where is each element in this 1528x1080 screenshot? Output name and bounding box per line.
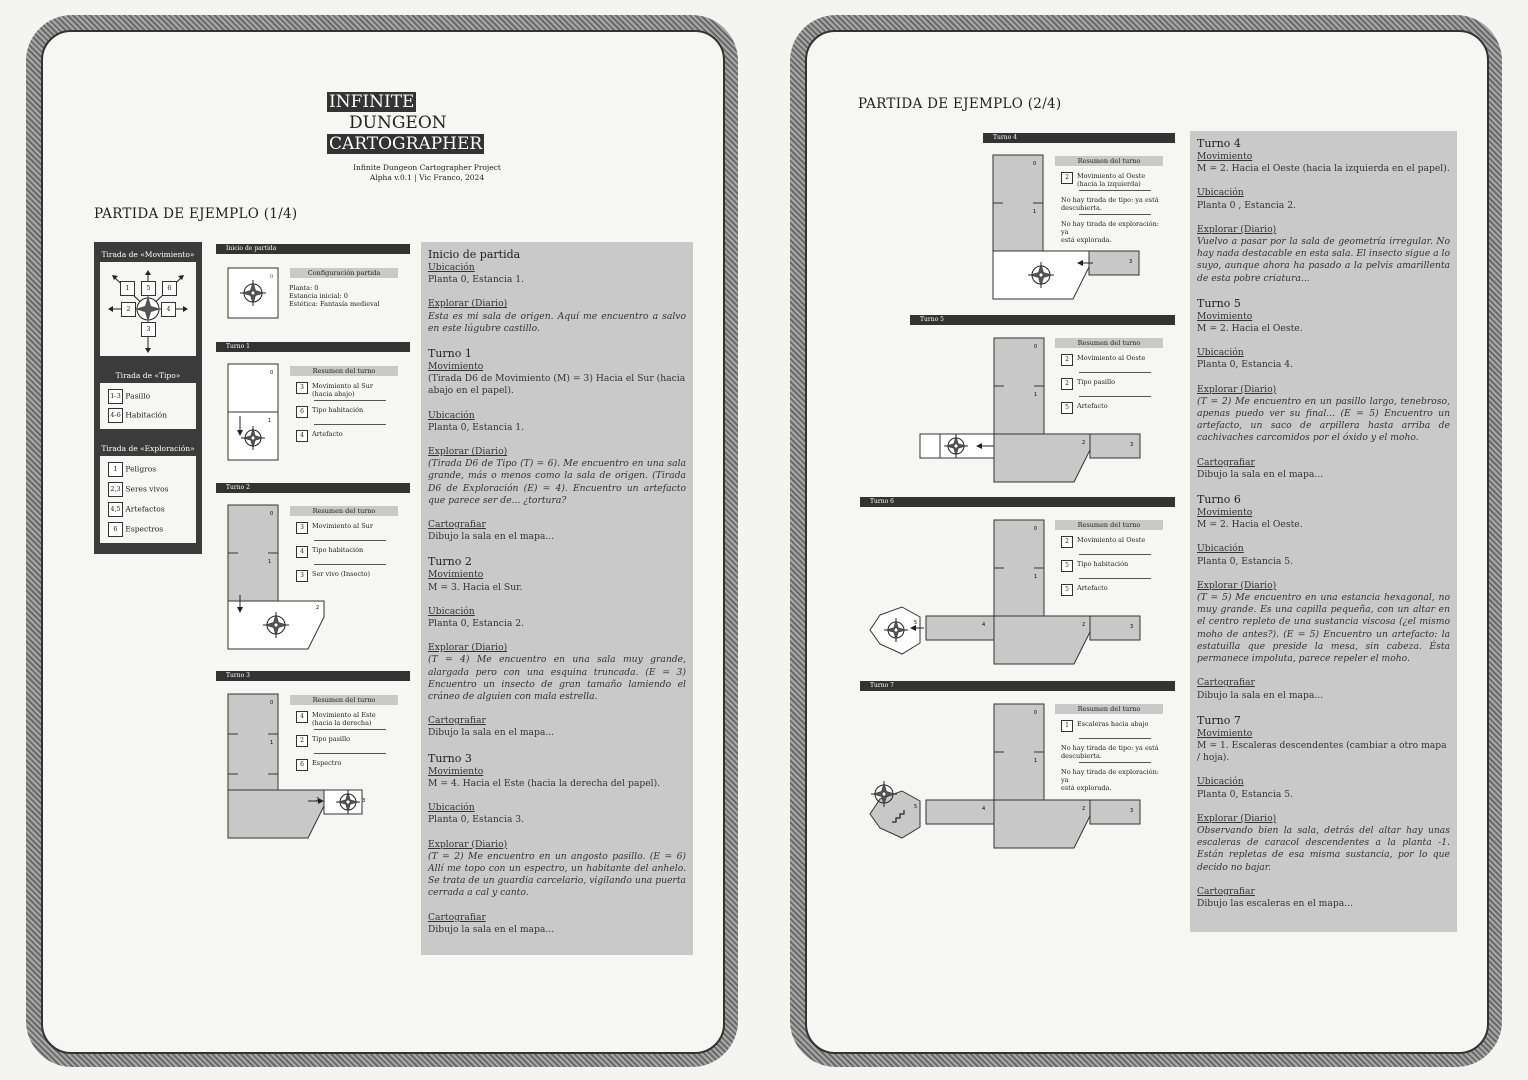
summary-divider xyxy=(314,564,386,565)
section-label: Explorar (Diario) xyxy=(1197,223,1277,235)
tipo-key: 4-6 xyxy=(108,408,123,423)
section-label: Ubicación xyxy=(1197,543,1244,555)
exp-value: Seres vivos xyxy=(125,484,169,494)
summary-text: Movimiento al Oeste xyxy=(1077,536,1146,544)
mov-die-2: 2 xyxy=(121,302,136,317)
body-text: Dibujo la sala en el mapa... xyxy=(428,531,555,543)
spacer xyxy=(1197,874,1450,886)
svg-text:1: 1 xyxy=(1033,209,1037,215)
summary-text: Espectro xyxy=(312,759,342,767)
svg-text:0: 0 xyxy=(1034,344,1038,350)
legend-tipo-title: Tirada de «Tipo» xyxy=(115,371,181,380)
summary-text: No hay tirada de exploración: ya está explorada. xyxy=(1061,220,1159,244)
spacer xyxy=(1197,212,1450,224)
body-text: M = 2. Hacia el Oeste (hacia la izquierda en el papel). xyxy=(1197,163,1450,175)
tipo-value: Pasillo xyxy=(125,391,151,401)
summary-header: Resumen del turno xyxy=(290,366,398,376)
turn-heading: Inicio de partida xyxy=(428,248,521,261)
exp-key: 2,3 xyxy=(108,482,123,497)
turn-bar-t7: Turno 7 xyxy=(860,681,1175,691)
page-title: PARTIDA DE EJEMPLO (1/4) xyxy=(94,206,298,222)
summary-header: Resumen del turno xyxy=(1055,156,1163,166)
spacer xyxy=(428,335,686,347)
summary-row xyxy=(296,711,400,727)
body-text: Planta 0 , Estancia 2. xyxy=(1197,199,1296,211)
die-result: 3 xyxy=(296,570,308,582)
legend-exp-row xyxy=(108,502,188,517)
summary-row xyxy=(296,546,400,558)
journal-text: (T = 4) Me encuentro en una sala muy grande, alargada pero con una esquina truncada. (E = 3) Encuentro un insecto de gran tamaño lamiendo el cráneo de alguien con mala estrella. xyxy=(428,654,686,703)
summary-row xyxy=(1061,560,1165,572)
summary-divider xyxy=(1079,190,1151,191)
section-label: Movimiento xyxy=(1197,310,1253,322)
section-label: Ubicación xyxy=(1197,187,1244,199)
spacer xyxy=(428,594,686,606)
die-result: 2 xyxy=(296,735,308,747)
summary-text: Tipo habitación xyxy=(1077,560,1129,568)
summary-text: No hay tirada de tipo: ya está descubierta. xyxy=(1061,744,1159,760)
die-result: 6 xyxy=(296,406,308,418)
spacer xyxy=(1197,335,1450,347)
summary-divider xyxy=(314,753,386,754)
journal-text: (Tirada D6 de Tipo (T) = 6). Me encuentro en una sala grande, más o menos como la sala de origen. (Tirada D6 de Exploración (E) = 4). Encuentro un artefacto que parece ser de... ¿tortura? xyxy=(428,458,686,506)
section-label: Ubicación xyxy=(428,802,475,814)
summary-divider xyxy=(1079,554,1151,555)
summary-divider xyxy=(314,540,386,541)
svg-text:5: 5 xyxy=(914,620,918,626)
exp-value: Artefactos xyxy=(125,504,165,514)
summary-text: Escaleras hacia abajo xyxy=(1077,720,1149,728)
summary-text: Artefacto xyxy=(312,430,343,438)
svg-text:3: 3 xyxy=(1130,442,1134,448)
summary-header: Resumen del turno xyxy=(290,695,398,705)
turn-bar-t5: Turno 5 xyxy=(910,315,1175,325)
section-label: Explorar (Diario) xyxy=(1197,579,1277,591)
body-text: Planta 0, Estancia 2. xyxy=(428,618,525,630)
svg-text:1: 1 xyxy=(268,559,272,565)
svg-text:0: 0 xyxy=(1033,161,1037,167)
summary-row xyxy=(1061,402,1165,414)
svg-text:4: 4 xyxy=(982,806,986,812)
summary-row xyxy=(296,759,400,771)
summary-text: Tipo habitación xyxy=(312,546,364,554)
svg-text:1: 1 xyxy=(1034,758,1038,764)
spacer xyxy=(1197,372,1450,384)
summary-text: Tipo habitación xyxy=(312,406,364,414)
mov-die-3: 3 xyxy=(141,322,156,337)
mov-die-5: 5 xyxy=(141,281,156,296)
section-label: Movimiento xyxy=(428,361,484,373)
section-label: Movimiento xyxy=(1197,727,1253,739)
die-result: 5 xyxy=(1061,402,1073,414)
section-label: Ubicación xyxy=(1197,776,1244,788)
logo xyxy=(327,92,527,183)
die-result: 2 xyxy=(1061,354,1073,366)
section-label: Movimiento xyxy=(1197,151,1253,162)
movement-compass xyxy=(100,262,196,356)
block-bar-inicio: Inicio de partida xyxy=(216,244,410,254)
section-label: Cartografiar xyxy=(1197,456,1255,468)
die-result: 4 xyxy=(296,711,308,723)
spacer xyxy=(428,434,686,446)
svg-text:3: 3 xyxy=(1130,624,1134,630)
journal-text: (T = 2) Me encuentro en un angosto pasillo. (E = 6) Allí me topo con un espectro, un habitante del anhelo. Se trata de un guardia carcelario, vigilando una puerta cerrada a cal y canto. xyxy=(428,850,686,899)
journal-text: (T = 5) Me encuentro en una estancia hexagonal, no muy grande. Es una capilla pequeña, con un altar en el centro repleto de una sustancia viscosa (¿el mismo moho de antes?). (E = 5) Encuentro un artefacto: la estatuilla que preside la mesa, sin cabeza. Ésta permanece impoluta, parece repeler el moho. xyxy=(1197,592,1450,665)
svg-text:0: 0 xyxy=(270,511,274,517)
svg-text:0: 0 xyxy=(270,370,274,376)
summary-divider xyxy=(1079,738,1151,739)
spacer xyxy=(428,703,686,715)
summary-divider xyxy=(1079,214,1151,215)
body-text: Dibujo la sala en el mapa... xyxy=(1197,689,1324,701)
body-text: M = 1. Escaleras descendentes (cambiar a otro mapa / hoja). xyxy=(1197,739,1447,764)
svg-text:2: 2 xyxy=(316,797,320,803)
logo-line3: CARTOGRAPHER xyxy=(329,134,483,154)
spacer xyxy=(1197,801,1450,813)
section-label: Explorar (Diario) xyxy=(1197,812,1277,824)
summary-text: Tipo pasillo xyxy=(1077,378,1116,386)
section-label: Cartografiar xyxy=(1197,677,1255,689)
spacer xyxy=(428,507,686,519)
die-result: 5 xyxy=(1061,560,1073,572)
exp-key: 6 xyxy=(108,522,123,537)
summary-row xyxy=(296,382,400,398)
section-label: Movimiento xyxy=(428,569,484,581)
summary-divider xyxy=(314,424,386,425)
svg-text:2: 2 xyxy=(1082,440,1086,446)
config-estetica: Estética: Fantasía medieval xyxy=(289,300,380,308)
summary-row xyxy=(1061,220,1165,244)
summary-text: Movimiento al Este (hacia la derecha) xyxy=(312,711,376,727)
summary-text: Movimiento al Oeste (hacia la izquierda) xyxy=(1077,172,1146,188)
section-label: Cartografiar xyxy=(428,715,486,727)
spacer xyxy=(1197,481,1450,493)
summary-row xyxy=(1061,354,1165,366)
spacer xyxy=(1197,531,1450,543)
exp-value: Peligros xyxy=(125,464,157,474)
svg-text:0: 0 xyxy=(270,274,274,280)
summary-text: Artefacto xyxy=(1077,584,1108,592)
body-text: (Tirada D6 de Movimiento (M) = 3) Hacia el Sur (hacia abajo en el papel). xyxy=(428,373,686,397)
body-text: Planta 0, Estancia 1. xyxy=(428,274,525,286)
summary-row xyxy=(1061,172,1165,188)
body-text: Planta 0, Estancia 5. xyxy=(1197,555,1294,567)
mov-die-6: 6 xyxy=(162,281,177,296)
section-label: Explorar (Diario) xyxy=(428,446,508,458)
page-right xyxy=(805,30,1489,1054)
project-name: Infinite Dungeon Cartographer Project xyxy=(353,163,501,172)
body-text: M = 3. Hacia el Sur. xyxy=(428,581,523,593)
summary-text: Movimiento al Oeste xyxy=(1077,354,1146,362)
spacer xyxy=(428,827,686,839)
summary-row xyxy=(296,570,400,582)
svg-text:3: 3 xyxy=(1130,808,1134,814)
compass-diagram xyxy=(100,262,196,356)
summary-row xyxy=(296,735,400,747)
legend-exp-row xyxy=(108,462,188,477)
turn-heading: Turno 7 xyxy=(1197,713,1241,727)
summary-header: Resumen del turno xyxy=(290,506,398,516)
summary-row xyxy=(1061,378,1165,390)
summary-text: Movimiento al Sur xyxy=(312,522,373,530)
journal-text: Observando bien la sala, detrás del altar hay unas escaleras de caracol descendentes a la planta -1. Están repletas de esa misma sustancia, por lo que decido no bajar. xyxy=(1197,824,1450,873)
spacer xyxy=(1197,175,1450,187)
journal-text: Vuelvo a pasar por la sala de geometría irregular. No hay nada destacable en esta sala. El insecto sigue a lo suyo, aunque ahora ha pasado a la pelvis amarillenta de esta pobre criatura... xyxy=(1197,236,1450,284)
body-text: M = 2. Hacia el Oeste. xyxy=(1197,323,1303,335)
body-text: Dibujo las escaleras en el mapa... xyxy=(1197,897,1353,909)
summary-header: Resumen del turno xyxy=(1055,704,1163,714)
turn-heading: Turno 3 xyxy=(428,751,472,765)
spacer xyxy=(1197,568,1450,580)
journal-text: (T = 2) Me encuentro en un pasillo largo, tenebroso, apenas puedo ver su final... (E = 5) Encuentro un artefacto, un saco de arpillera hasta arriba de cachivaches carcomidos por el óxido y el moho. xyxy=(1197,395,1450,444)
spacer xyxy=(1197,285,1450,297)
body-text: M = 2. Hacia el Oeste. xyxy=(1197,519,1303,531)
body-text: Dibujo la sala en el mapa... xyxy=(428,923,555,935)
spacer xyxy=(428,630,686,642)
spacer xyxy=(428,543,686,555)
svg-text:3: 3 xyxy=(1129,259,1133,265)
die-result: 3 xyxy=(296,382,308,394)
body-text: Planta 0, Estancia 3. xyxy=(428,814,525,826)
svg-text:2: 2 xyxy=(316,605,320,611)
body-text: Dibujo la sala en el mapa... xyxy=(1197,468,1324,480)
svg-text:0: 0 xyxy=(1034,526,1038,532)
svg-text:1: 1 xyxy=(270,740,274,746)
turn-bar-t1: Turno 1 xyxy=(216,342,410,352)
exp-key: 4,5 xyxy=(108,502,123,517)
spacer xyxy=(1197,764,1450,776)
body-text: Planta 0, Estancia 1. xyxy=(428,421,525,433)
body-text: Planta 0, Estancia 4. xyxy=(1197,359,1294,371)
svg-text:4: 4 xyxy=(982,622,986,628)
summary-row xyxy=(296,430,400,442)
legend-tipo-row xyxy=(108,389,188,404)
turn-bar-t2: Turno 2 xyxy=(216,483,410,493)
summary-divider xyxy=(1079,578,1151,579)
turn-heading: Turno 4 xyxy=(1197,137,1241,150)
die-result: 2 xyxy=(1061,172,1073,184)
svg-text:3: 3 xyxy=(362,798,366,804)
spacer xyxy=(1197,665,1450,677)
summary-row xyxy=(296,406,400,418)
narrative-panel-1 xyxy=(421,242,693,955)
legend-exp-row xyxy=(108,522,188,537)
logo-subtitle xyxy=(327,163,527,183)
summary-divider xyxy=(1079,372,1151,373)
die-result: 5 xyxy=(1061,584,1073,596)
summary-row xyxy=(1061,196,1165,212)
legend-exp-row xyxy=(108,482,188,497)
svg-text:1: 1 xyxy=(1034,574,1038,580)
logo-line2: DUNGEON xyxy=(349,113,447,133)
section-label: Explorar (Diario) xyxy=(428,838,508,850)
section-label: Explorar (Diario) xyxy=(428,298,508,310)
summary-row xyxy=(1061,768,1165,792)
legend-tipo xyxy=(100,383,196,429)
die-result: 3 xyxy=(296,522,308,534)
summary-text: Movimiento al Sur (hacia abajo) xyxy=(312,382,373,398)
legend-tipo-row xyxy=(108,408,188,423)
page-left xyxy=(41,30,725,1054)
die-result: 2 xyxy=(1061,536,1073,548)
turn-heading: Turno 1 xyxy=(428,347,472,361)
die-result: 2 xyxy=(1061,378,1073,390)
mov-die-1: 1 xyxy=(120,281,135,296)
spacer xyxy=(1197,702,1450,714)
section-label: Movimiento xyxy=(428,765,484,777)
legend-mov-title: Tirada de «Movimiento» xyxy=(101,250,195,259)
die-result: 4 xyxy=(296,546,308,558)
logo-line1: INFINITE xyxy=(329,92,415,112)
body-text: Dibujo la sala en el mapa... xyxy=(428,727,555,739)
turn-bar-t6: Turno 6 xyxy=(860,497,1175,507)
summary-text: Artefacto xyxy=(1077,402,1108,410)
summary-divider xyxy=(314,400,386,401)
die-result: 4 xyxy=(296,430,308,442)
dice-legend xyxy=(94,242,202,554)
legend-exp-title: Tirada de «Exploración» xyxy=(101,444,195,453)
die-result: 1 xyxy=(1061,720,1073,732)
summary-row xyxy=(1061,536,1165,548)
config-estancia: Estancia inicial: 0 xyxy=(289,292,348,300)
section-label: Ubicación xyxy=(428,262,475,273)
mov-die-4: 4 xyxy=(161,302,176,317)
config-header: Configuración partida xyxy=(290,268,398,278)
summary-divider xyxy=(1079,762,1151,763)
section-label: Ubicación xyxy=(428,605,475,617)
body-text: M = 4. Hacia el Este (hacia la derecha del papel). xyxy=(428,777,661,789)
journal-text: Esta es mi sala de origen. Aquí me encuentro a salvo en este lúgubre castillo. xyxy=(428,310,686,334)
spacer xyxy=(428,900,686,912)
svg-text:1: 1 xyxy=(268,418,272,424)
spacer xyxy=(1197,445,1450,457)
summary-row xyxy=(1061,584,1165,596)
svg-text:0: 0 xyxy=(1034,710,1038,716)
config-planta: Planta: 0 xyxy=(289,284,319,292)
tipo-value: Habitación xyxy=(125,410,168,420)
summary-text: No hay tirada de tipo: ya está descubierta. xyxy=(1061,196,1159,212)
section-label: Explorar (Diario) xyxy=(428,642,508,654)
svg-text:2: 2 xyxy=(1082,622,1086,628)
section-label: Ubicación xyxy=(428,409,475,421)
svg-text:5: 5 xyxy=(914,804,918,810)
section-label: Movimiento xyxy=(1197,507,1253,519)
spacer xyxy=(428,790,686,802)
section-label: Ubicación xyxy=(1197,347,1244,359)
map-inicio xyxy=(228,268,278,318)
summary-divider xyxy=(314,729,386,730)
summary-divider xyxy=(1079,396,1151,397)
spacer xyxy=(428,398,686,410)
exp-value: Espectros xyxy=(125,524,164,534)
version-credit: Alpha v.0.1 | Vic Franco, 2024 xyxy=(369,173,485,182)
die-result: 6 xyxy=(296,759,308,771)
svg-text:0: 0 xyxy=(270,700,274,706)
summary-text: No hay tirada de exploración: ya está explorada. xyxy=(1061,768,1159,792)
turn-heading: Turno 5 xyxy=(1197,296,1241,310)
summary-text: Ser vivo (Insecto) xyxy=(312,570,371,578)
turn-heading: Turno 2 xyxy=(428,555,472,569)
turn-heading: Turno 6 xyxy=(1197,493,1241,507)
body-text: Planta 0, Estancia 5. xyxy=(1197,788,1294,800)
turn-bar-t4: Turno 4 xyxy=(983,133,1175,143)
tipo-key: 1-3 xyxy=(108,389,123,404)
summary-row xyxy=(296,522,400,534)
svg-text:1: 1 xyxy=(1034,392,1038,398)
spacer xyxy=(428,286,686,298)
dungeon-map-t1 xyxy=(228,364,288,474)
summary-text: Tipo pasillo xyxy=(312,735,351,743)
spacer xyxy=(428,740,686,752)
section-label: Cartografiar xyxy=(428,911,486,923)
legend-exp xyxy=(100,456,196,543)
page-title: PARTIDA DE EJEMPLO (2/4) xyxy=(858,96,1062,112)
summary-row xyxy=(1061,744,1165,760)
summary-row xyxy=(1061,720,1165,732)
section-label: Cartografiar xyxy=(1197,885,1255,897)
narrative-panel-2 xyxy=(1190,131,1457,932)
exp-key: 1 xyxy=(108,462,123,477)
turn-bar-t3: Turno 3 xyxy=(216,671,410,681)
summary-header: Resumen del turno xyxy=(1055,520,1163,530)
section-label: Cartografiar xyxy=(428,519,486,531)
section-label: Explorar (Diario) xyxy=(1197,383,1277,395)
summary-header: Resumen del turno xyxy=(1055,338,1163,348)
svg-text:2: 2 xyxy=(1082,806,1086,812)
